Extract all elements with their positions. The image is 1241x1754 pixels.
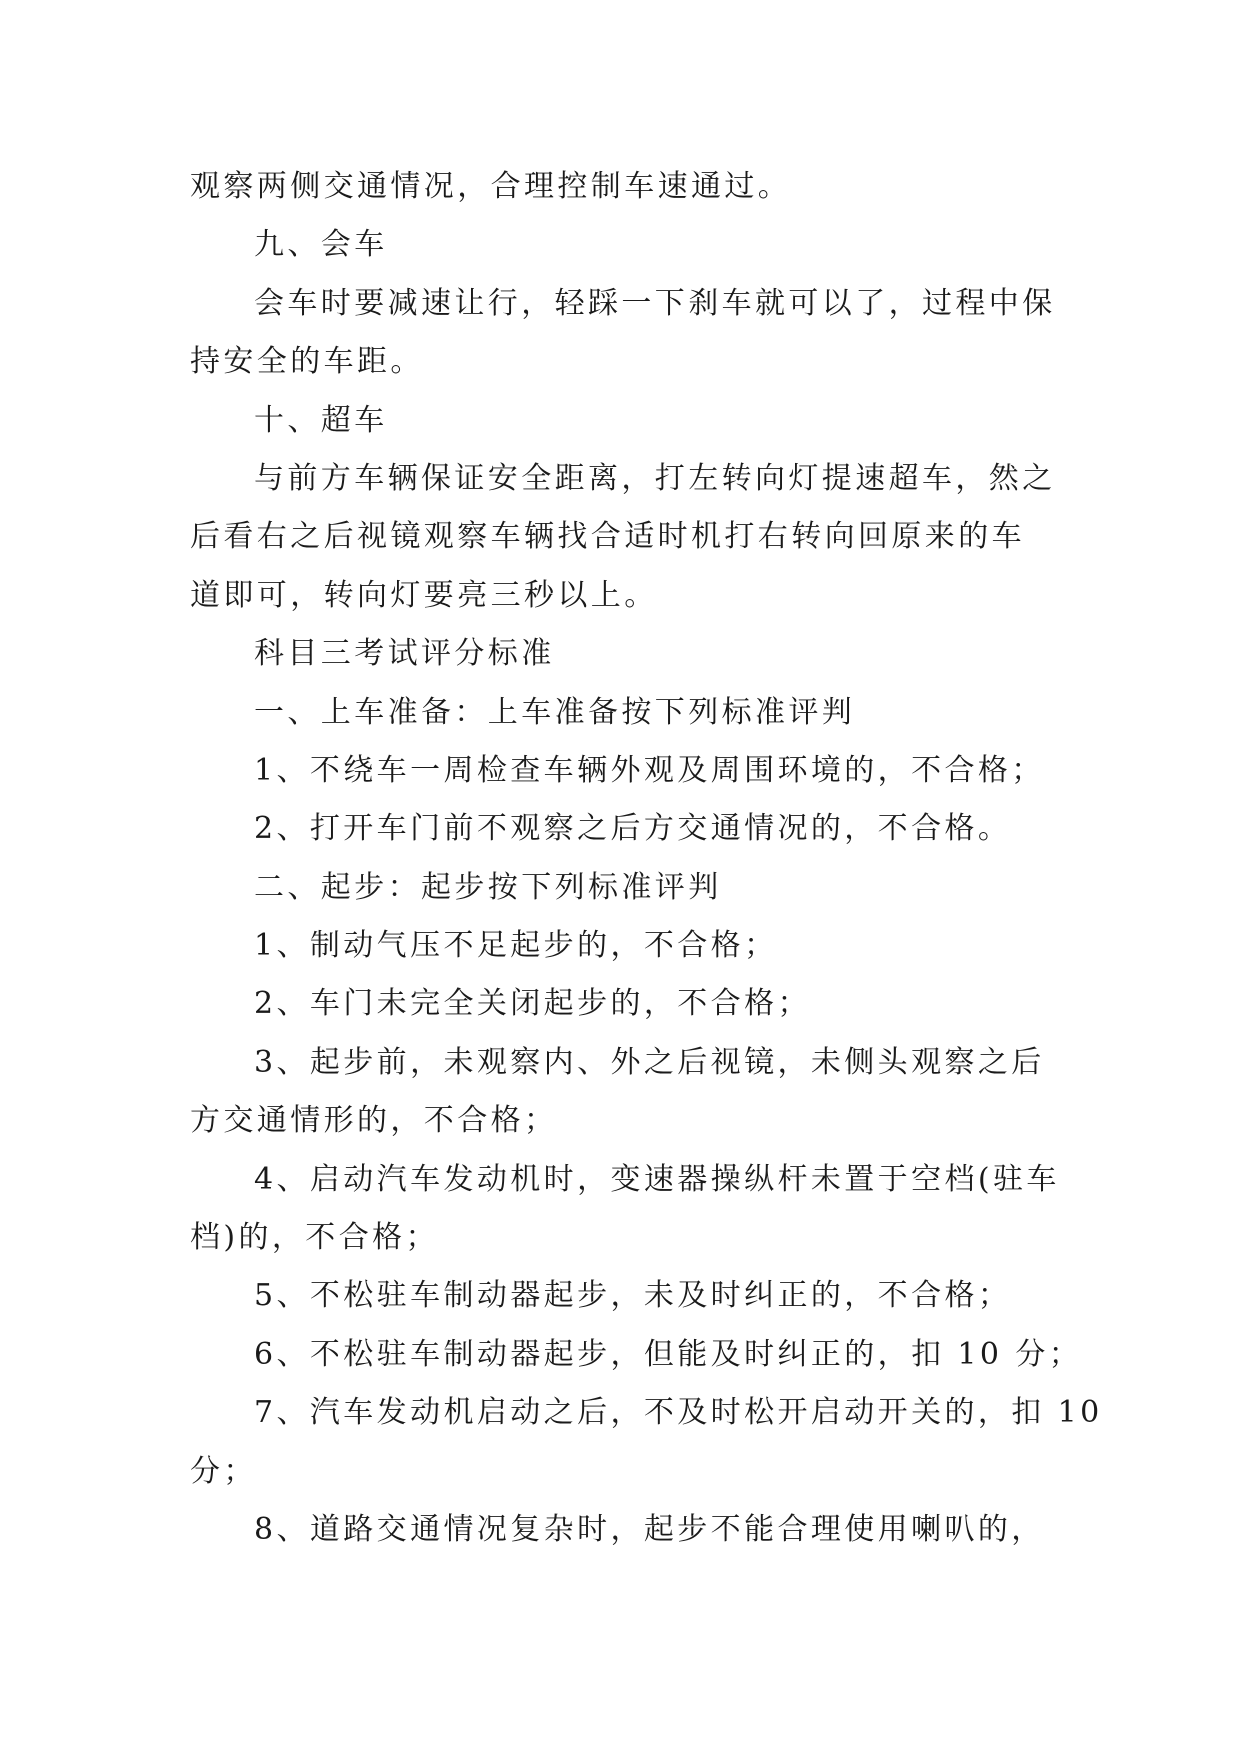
text-line: 道即可，转向灯要亮三秒以上。: [190, 577, 658, 613]
text-line: 持安全的车距。: [190, 344, 424, 380]
text-line: 十、超车: [254, 402, 388, 438]
text-line: 1、制动气压不足起步的，不合格；: [254, 928, 778, 964]
document-body: [190, 158, 1103, 1559]
text-line: 档)的，不合格；: [190, 1220, 439, 1256]
text-line: 方交通情形的，不合格；: [190, 1103, 558, 1139]
text-line: 4、启动汽车发动机时，变速器操纵杆未置于空档(驻车: [254, 1161, 1060, 1197]
text-line: 3、起步前，未观察内、外之后视镜，未侧头观察之后: [254, 1044, 1045, 1080]
text-line: 分；: [190, 1453, 257, 1489]
text-line: 科目三考试评分标准: [254, 636, 555, 672]
text-line: 6、不松驻车制动器起步，但能及时纠正的，扣 10 分；: [254, 1336, 1083, 1372]
text-line: 后看右之后视镜观察车辆找合适时机打右转向回原来的车: [190, 519, 1025, 555]
text-line: 1、不绕车一周检查车辆外观及周围环境的，不合格；: [254, 752, 1045, 788]
text-line: 2、打开车门前不观察之后方交通情况的，不合格。: [254, 811, 1012, 847]
text-line: 观察两侧交通情况，合理控制车速通过。: [190, 169, 792, 204]
text-line: 一、上车准备：上车准备按下列标准评判: [254, 694, 856, 730]
text-line: 二、起步：起步按下列标准评判: [254, 869, 722, 905]
text-line: 2、车门未完全关闭起步的，不合格；: [254, 986, 811, 1022]
text-line: 九、会车: [254, 227, 388, 263]
text-line: 5、不松驻车制动器起步，未及时纠正的，不合格；: [254, 1278, 1012, 1314]
text-line: 8、道路交通情况复杂时，起步不能合理使用喇叭的，: [254, 1511, 1045, 1547]
text-line: 与前方车辆保证安全距离，打左转向灯提速超车，然之: [254, 460, 1056, 496]
text-line: 会车时要减速让行，轻踩一下刹车就可以了，过程中保: [254, 285, 1056, 321]
text-line: 7、汽车发动机启动之后，不及时松开启动开关的，扣 10: [254, 1395, 1103, 1431]
